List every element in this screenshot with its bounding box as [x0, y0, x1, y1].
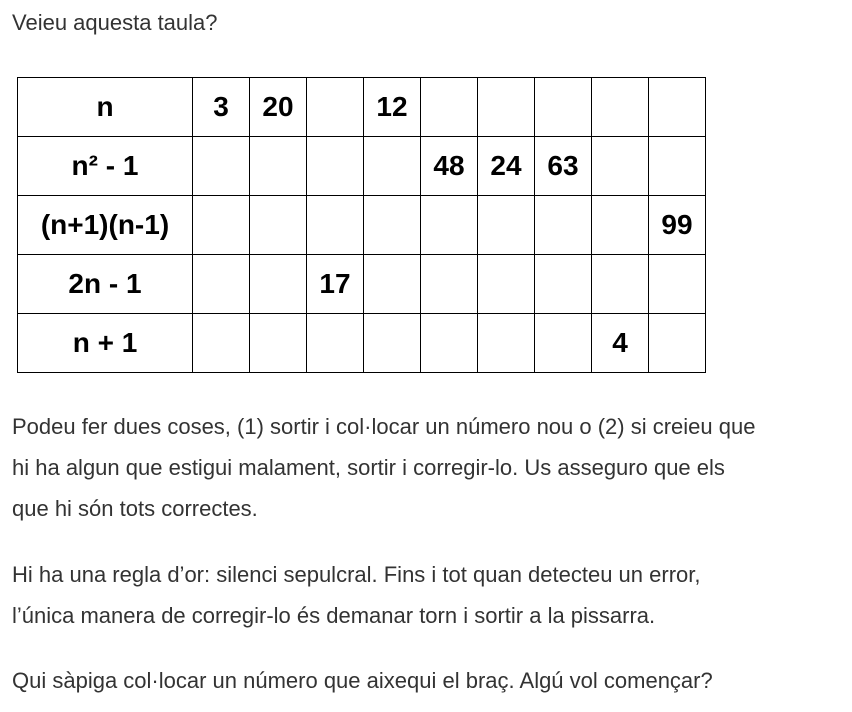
table-cell: [649, 137, 706, 196]
table-cell: [364, 255, 421, 314]
table-cell: 12: [364, 78, 421, 137]
table-cell: [535, 78, 592, 137]
text-line: l’única manera de corregir-lo és demanar torn i sortir a la pissarra.: [12, 603, 656, 628]
table-cell: [193, 196, 250, 255]
table-cell: [421, 196, 478, 255]
table-cell: 48: [421, 137, 478, 196]
table-cell: [649, 255, 706, 314]
table-row: [18, 255, 706, 314]
table-cell: [592, 255, 649, 314]
table-cell: 20: [250, 78, 307, 137]
row-label: 2n - 1: [18, 255, 193, 314]
table-cell: [364, 196, 421, 255]
table-cell: [250, 137, 307, 196]
text-line: hi ha algun que estigui malament, sortir i corregir-lo. Us asseguro que els: [12, 455, 725, 480]
text-line: Hi ha una regla d’or: silenci sepulcral. Fins i tot quan detecteu un error,: [12, 562, 701, 587]
table-cell: 17: [307, 255, 364, 314]
instructions-paragraph: [12, 406, 842, 529]
table-row: [18, 314, 706, 373]
table-cell: 4: [592, 314, 649, 373]
table-cell: [307, 314, 364, 373]
table-cell: [649, 314, 706, 373]
row-label: n: [18, 78, 193, 137]
row-label: n² - 1: [18, 137, 193, 196]
table-cell: [592, 78, 649, 137]
table-cell: [478, 78, 535, 137]
row-label: n + 1: [18, 314, 193, 373]
table-cell: 3: [193, 78, 250, 137]
table-cell: 99: [649, 196, 706, 255]
text-line: que hi són tots correctes.: [12, 496, 258, 521]
table-cell: [250, 314, 307, 373]
text-line: Qui sàpiga col·locar un número que aixequi el braç. Algú vol començar?: [12, 668, 713, 693]
table-cell: [592, 137, 649, 196]
table-cell: [421, 255, 478, 314]
table-cell: 24: [478, 137, 535, 196]
table-cell: [478, 314, 535, 373]
table-cell: [193, 314, 250, 373]
table-cell: [478, 196, 535, 255]
table-cell: [307, 196, 364, 255]
table-row: [18, 78, 706, 137]
closing-paragraph: [12, 660, 842, 701]
table-cell: [307, 137, 364, 196]
number-table: [17, 77, 706, 373]
table-cell: [307, 78, 364, 137]
row-label: (n+1)(n-1): [18, 196, 193, 255]
table-cell: [592, 196, 649, 255]
table-cell: [535, 255, 592, 314]
table-cell: [364, 137, 421, 196]
table-cell: [478, 255, 535, 314]
table-cell: [193, 255, 250, 314]
table-cell: [421, 314, 478, 373]
table-row: [18, 196, 706, 255]
table-cell: [535, 196, 592, 255]
intro-question: Veieu aquesta taula?: [12, 10, 218, 35]
table-cell: [364, 314, 421, 373]
rule-paragraph: [12, 554, 842, 636]
table-cell: [421, 78, 478, 137]
text-line: Podeu fer dues coses, (1) sortir i col·locar un número nou o (2) si creieu que: [12, 414, 756, 439]
table-cell: [250, 196, 307, 255]
table-cell: [193, 137, 250, 196]
table-cell: [250, 255, 307, 314]
table-cell: [649, 78, 706, 137]
table-cell: [535, 314, 592, 373]
table-cell: 63: [535, 137, 592, 196]
table-row: [18, 137, 706, 196]
